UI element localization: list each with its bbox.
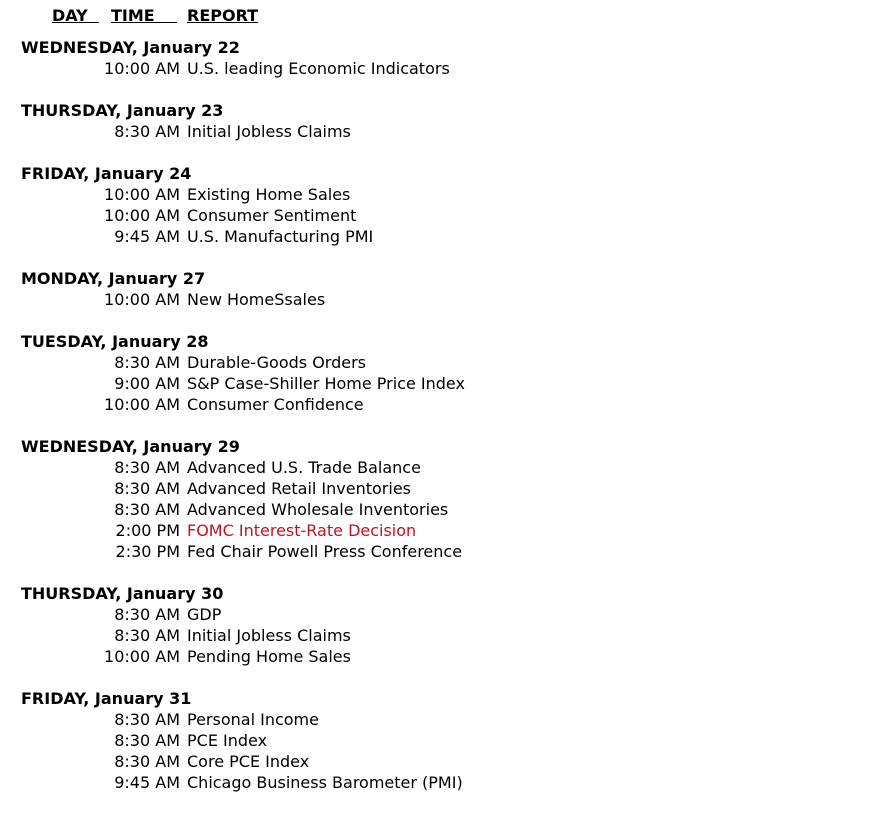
event-time: 8:30 AM [114,710,180,729]
event-time: 9:45 AM [114,773,180,792]
event-row [0,604,888,625]
event-row [0,457,888,478]
event-time: 8:30 AM [114,752,180,771]
day-heading: THURSDAY, January 23 [21,101,224,120]
event-row [0,520,888,541]
event-row [0,58,888,79]
event-report: New HomeSsales [187,290,326,309]
event-time: 9:00 AM [114,374,180,393]
event-time: 8:30 AM [114,353,180,372]
day-group [0,331,888,415]
event-time: 9:45 AM [114,227,180,246]
event-report: U.S. Manufacturing PMI [187,227,374,246]
event-report: Pending Home Sales [187,647,351,666]
event-row [0,625,888,646]
event-row [0,478,888,499]
event-report: Fed Chair Powell Press Conference [187,542,463,561]
event-time: 10:00 AM [104,206,180,225]
event-row [0,541,888,562]
event-report: Durable-Goods Orders [187,353,367,372]
event-report: Consumer Sentiment [187,206,357,225]
day-heading: TUESDAY, January 28 [21,332,209,351]
event-time: 2:30 PM [115,542,180,561]
event-time: 10:00 AM [104,290,180,309]
event-row [0,394,888,415]
event-report: Initial Jobless Claims [187,122,351,141]
event-report: Chicago Business Barometer (PMI) [187,773,463,792]
event-time: 2:00 PM [115,521,180,540]
event-report: Existing Home Sales [187,185,351,204]
event-report: Consumer Confidence [187,395,364,414]
day-group [0,688,888,793]
event-report: PCE Index [187,731,268,750]
event-report: GDP [187,605,222,624]
event-row [0,205,888,226]
event-row [0,289,888,310]
event-time: 8:30 AM [114,605,180,624]
event-time: 8:30 AM [114,731,180,750]
day-heading: MONDAY, January 27 [21,269,206,288]
event-report: Advanced U.S. Trade Balance [187,458,421,477]
event-row [0,373,888,394]
day-heading: FRIDAY, January 31 [21,689,192,708]
event-time: 10:00 AM [104,395,180,414]
event-report: U.S. leading Economic Indicators [187,59,450,78]
event-row [0,352,888,373]
day-heading: FRIDAY, January 24 [21,164,192,183]
header-report: REPORT [187,6,259,25]
event-row [0,646,888,667]
event-time: 10:00 AM [104,185,180,204]
event-time: 8:30 AM [114,500,180,519]
day-group [0,37,888,79]
day-heading: THURSDAY, January 30 [21,584,224,603]
event-report: Advanced Retail Inventories [187,479,411,498]
event-time: 10:00 AM [104,59,180,78]
event-time: 8:30 AM [114,479,180,498]
event-time: 8:30 AM [114,458,180,477]
day-group [0,268,888,310]
event-report: S&P Case-Shiller Home Price Index [187,374,465,393]
economic-calendar [0,37,888,814]
event-report: Initial Jobless Claims [187,626,351,645]
event-row [0,751,888,772]
event-row [0,184,888,205]
day-group [0,436,888,562]
event-row [0,121,888,142]
event-time: 10:00 AM [104,647,180,666]
event-report: Core PCE Index [187,752,310,771]
event-row [0,772,888,793]
day-heading: WEDNESDAY, January 29 [21,437,240,456]
column-header [0,4,888,28]
event-report: Personal Income [187,710,319,729]
event-time: 8:30 AM [114,122,180,141]
day-heading: WEDNESDAY, January 22 [21,38,240,57]
day-group [0,583,888,667]
day-group [0,163,888,247]
header-time: TIME [111,6,177,25]
event-row [0,709,888,730]
event-time: 8:30 AM [114,626,180,645]
day-group [0,100,888,142]
event-row [0,226,888,247]
event-report: Advanced Wholesale Inventories [187,500,449,519]
header-day: DAY [52,6,99,25]
event-row [0,730,888,751]
event-row [0,499,888,520]
event-report-highlighted: FOMC Interest-Rate Decision [187,521,417,540]
